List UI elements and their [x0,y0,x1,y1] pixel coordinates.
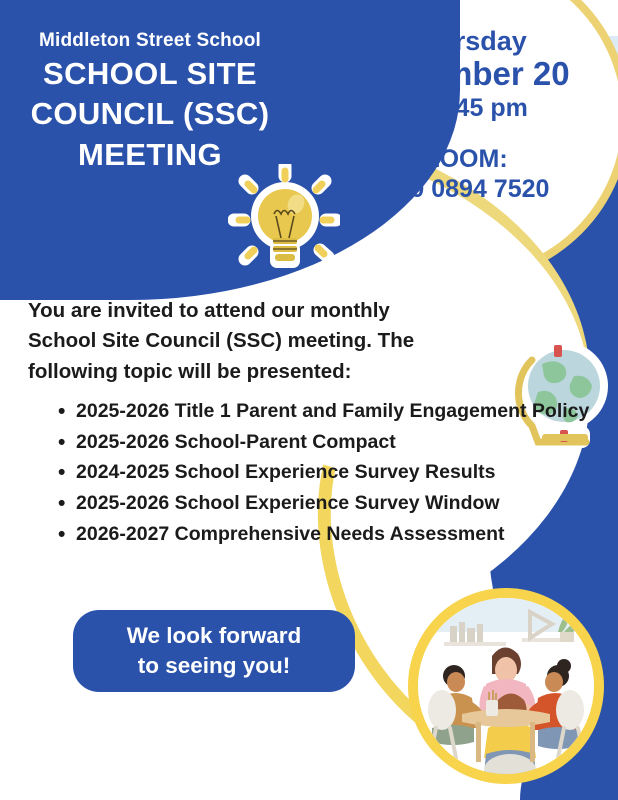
cta-line-2: to seeing you! [137,653,291,678]
title-line-2: COUNCIL (SSC) [30,96,270,132]
list-item: • 2025-2026 Title 1 Parent and Family Engagement Policy [58,398,604,426]
topic-list [30,398,604,551]
school-name: Middleton Street School [38,30,262,51]
title-line-1: SCHOOL SITE [43,56,257,91]
closing-message-banner [73,610,355,692]
event-date: November 20 [362,55,570,93]
classroom-illustration [418,598,594,774]
intro-line-3: following topic will be presented: [28,359,352,383]
event-day-of-week: Thursday [405,26,527,56]
list-item: • 2024-2025 School Experience Survey Results [58,459,604,487]
invitation-text [28,296,458,387]
event-details [318,26,614,204]
intro-line-1: You are invited to attend our monthly [28,299,390,322]
event-time: at 2:45 pm [404,94,528,123]
list-item: • 2026-2027 Comprehensive Needs Assessment [58,521,604,549]
list-item: • 2025-2026 School-Parent Compact [58,429,604,457]
lightbulb-icon [228,164,340,278]
title-line-3: MEETING [77,136,223,172]
page-title [0,54,300,175]
zoom-meeting-id: 860 0894 7520 [382,174,550,203]
intro-line-2: School Site Council (SSC) meeting. The [28,329,415,353]
cta-line-1: We look forward [126,623,302,649]
list-item: • 2025-2026 School Experience Survey Window [58,490,604,518]
zoom-label: ZOOM: [424,145,508,174]
